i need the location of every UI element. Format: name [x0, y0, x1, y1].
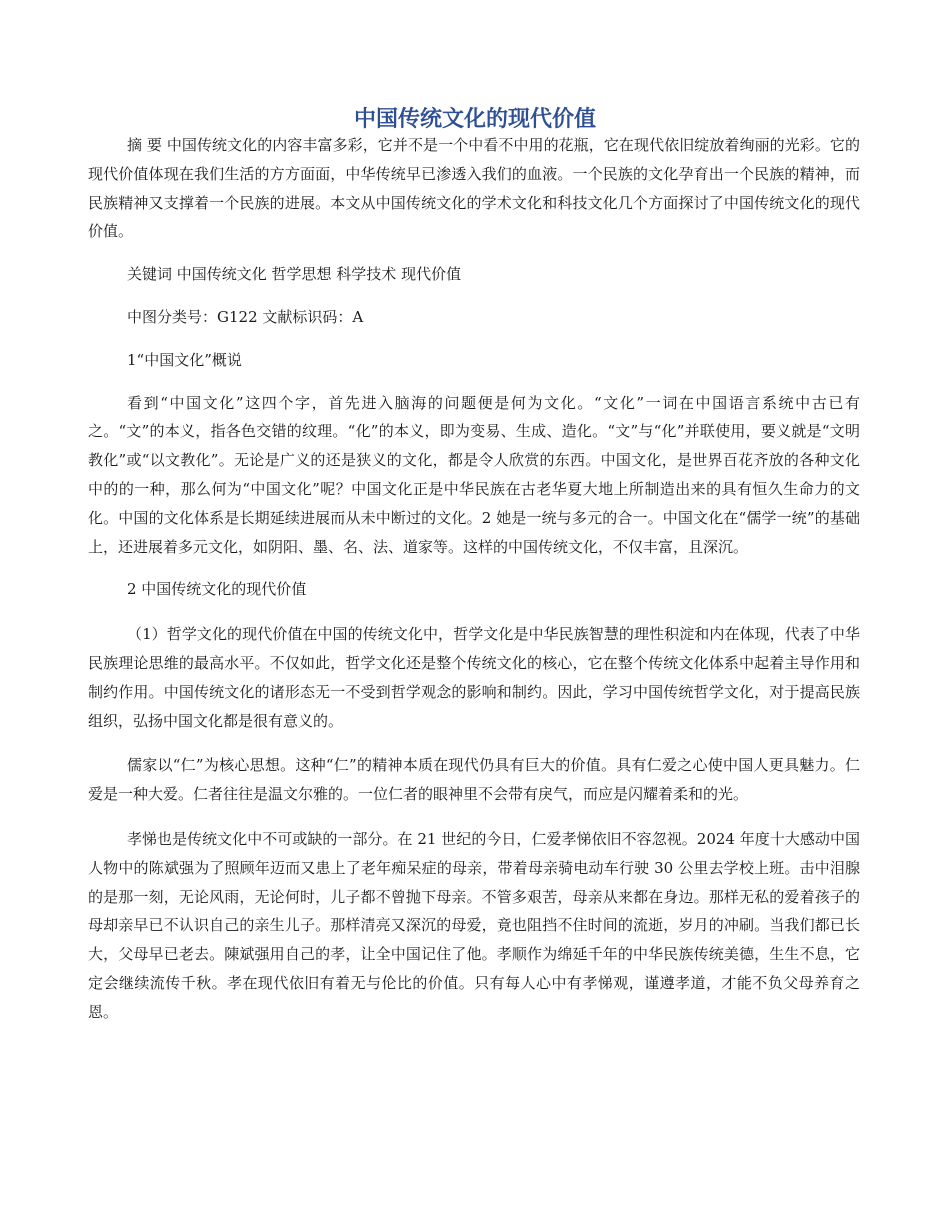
- body-paragraph-2: （1）哲学文化的现代价值在中国的传统文化中，哲学文化是中华民族智慧的理性积淀和内在体现，代表了中华民族理论思维的最高水平。不仅如此，哲学文化还是整个传统文化的核心，它在整个传统文化体系中起着主导作用和制约作用。中国传统文化的诸形态无一不受到哲学观念的影响和制约。因此，学习中国传统哲学文化，对于提高民族组织，弘扬中国文化都是很有意义的。: [88, 625, 860, 730]
- document-title: 中国传统文化的现代价值: [353, 107, 596, 132]
- section-heading-2: 2 中国传统文化的现代价值: [127, 580, 307, 599]
- classification-line: 中图分类号：G122 文献标识码：A: [127, 307, 364, 326]
- keywords-line: 关键词 中国传统文化 哲学思想 科学技术 现代价值: [127, 265, 462, 284]
- document-body: [88, 131, 860, 1027]
- body-paragraph-1: 看到“中国文化”这四个字，首先进入脑海的问题便是何为文化。“文化”一词在中国语言系统中古已有之。“文”的本义，指各色交错的纹理。“化”的本义，即为变易、生成、造化。“文”与“化”并联使用，要义就是“文明教化”或“以文教化”。无论是广义的还是狭义的文化，都是令人欣赏的东西。中国文化，是世界百花齐放的各种文化中的的一种，那么何为“中国文化”呢？中国文化正是中华民族在古老华夏大地上所制造出来的具有恒久生命力的文化。中国的文化体系是长期延续进展而从未中断过的文化。2 她是一统与多元的合一。中国文化在“儒学一统”的基础上，还进展着多元文化，如阴阳、墨、名、法、道家等。这样的中国传统文化，不仅丰富，且深沉。: [88, 393, 860, 556]
- body-paragraph-4: 孝悌也是传统文化中不可或缺的一部分。在 21 世纪的今日，仁爱孝悌依旧不容忽视。2024 年度十大感动中国人物中的陈斌强为了照顾年迈而又患上了老年痴呆症的母亲，带着母亲骑电动车行驶 30 公里去学校上班。击中泪腺的是那一刻，无论风雨，无论何时，儿子都不曾抛下母亲。不管多艰苦，母亲从来都在身边。那样无私的爱着孩子的母却亲早已不认识自己的亲生儿子。那样清亮又深沉的母爱，竟也阻挡不住时间的流逝，岁月的冲刷。当我们都已长大，父母早已老去。陳斌强用自己的孝，让全中国记住了他。孝顺作为绵延千年的中华民族传统美德，生生不息，它定会继续流传千秋。孝在现代依旧有着无与伦比的价值。只有每人心中有孝悌观，谨遵孝道，才能不负父母养育之恩。: [88, 829, 860, 1021]
- body-paragraph-3: 儒家以“仁”为核心思想。这种“仁”的精神本质在现代仍具有巨大的价值。具有仁爱之心使中国人更具魅力。仁爱是一种大爱。仁者往往是温文尔雅的。一位仁者的眼神里不会带有戾气，而应是闪耀着柔和的光。: [88, 756, 860, 804]
- abstract-paragraph: 摘 要 中国传统文化的内容丰富多彩，它并不是一个中看不中用的花瓶，它在现代依旧绽放着绚丽的光彩。它的现代价值体现在我们生活的方方面面，中华传统早已渗透入我们的血液。一个民族的文化孕育出一个民族的精神，而民族精神又支撑着一个民族的进展。本文从中国传统文化的学术文化和科技文化几个方面探讨了中国传统文化的现代价值。: [88, 136, 860, 241]
- section-heading-1: 1“中国文化”概说: [127, 350, 242, 369]
